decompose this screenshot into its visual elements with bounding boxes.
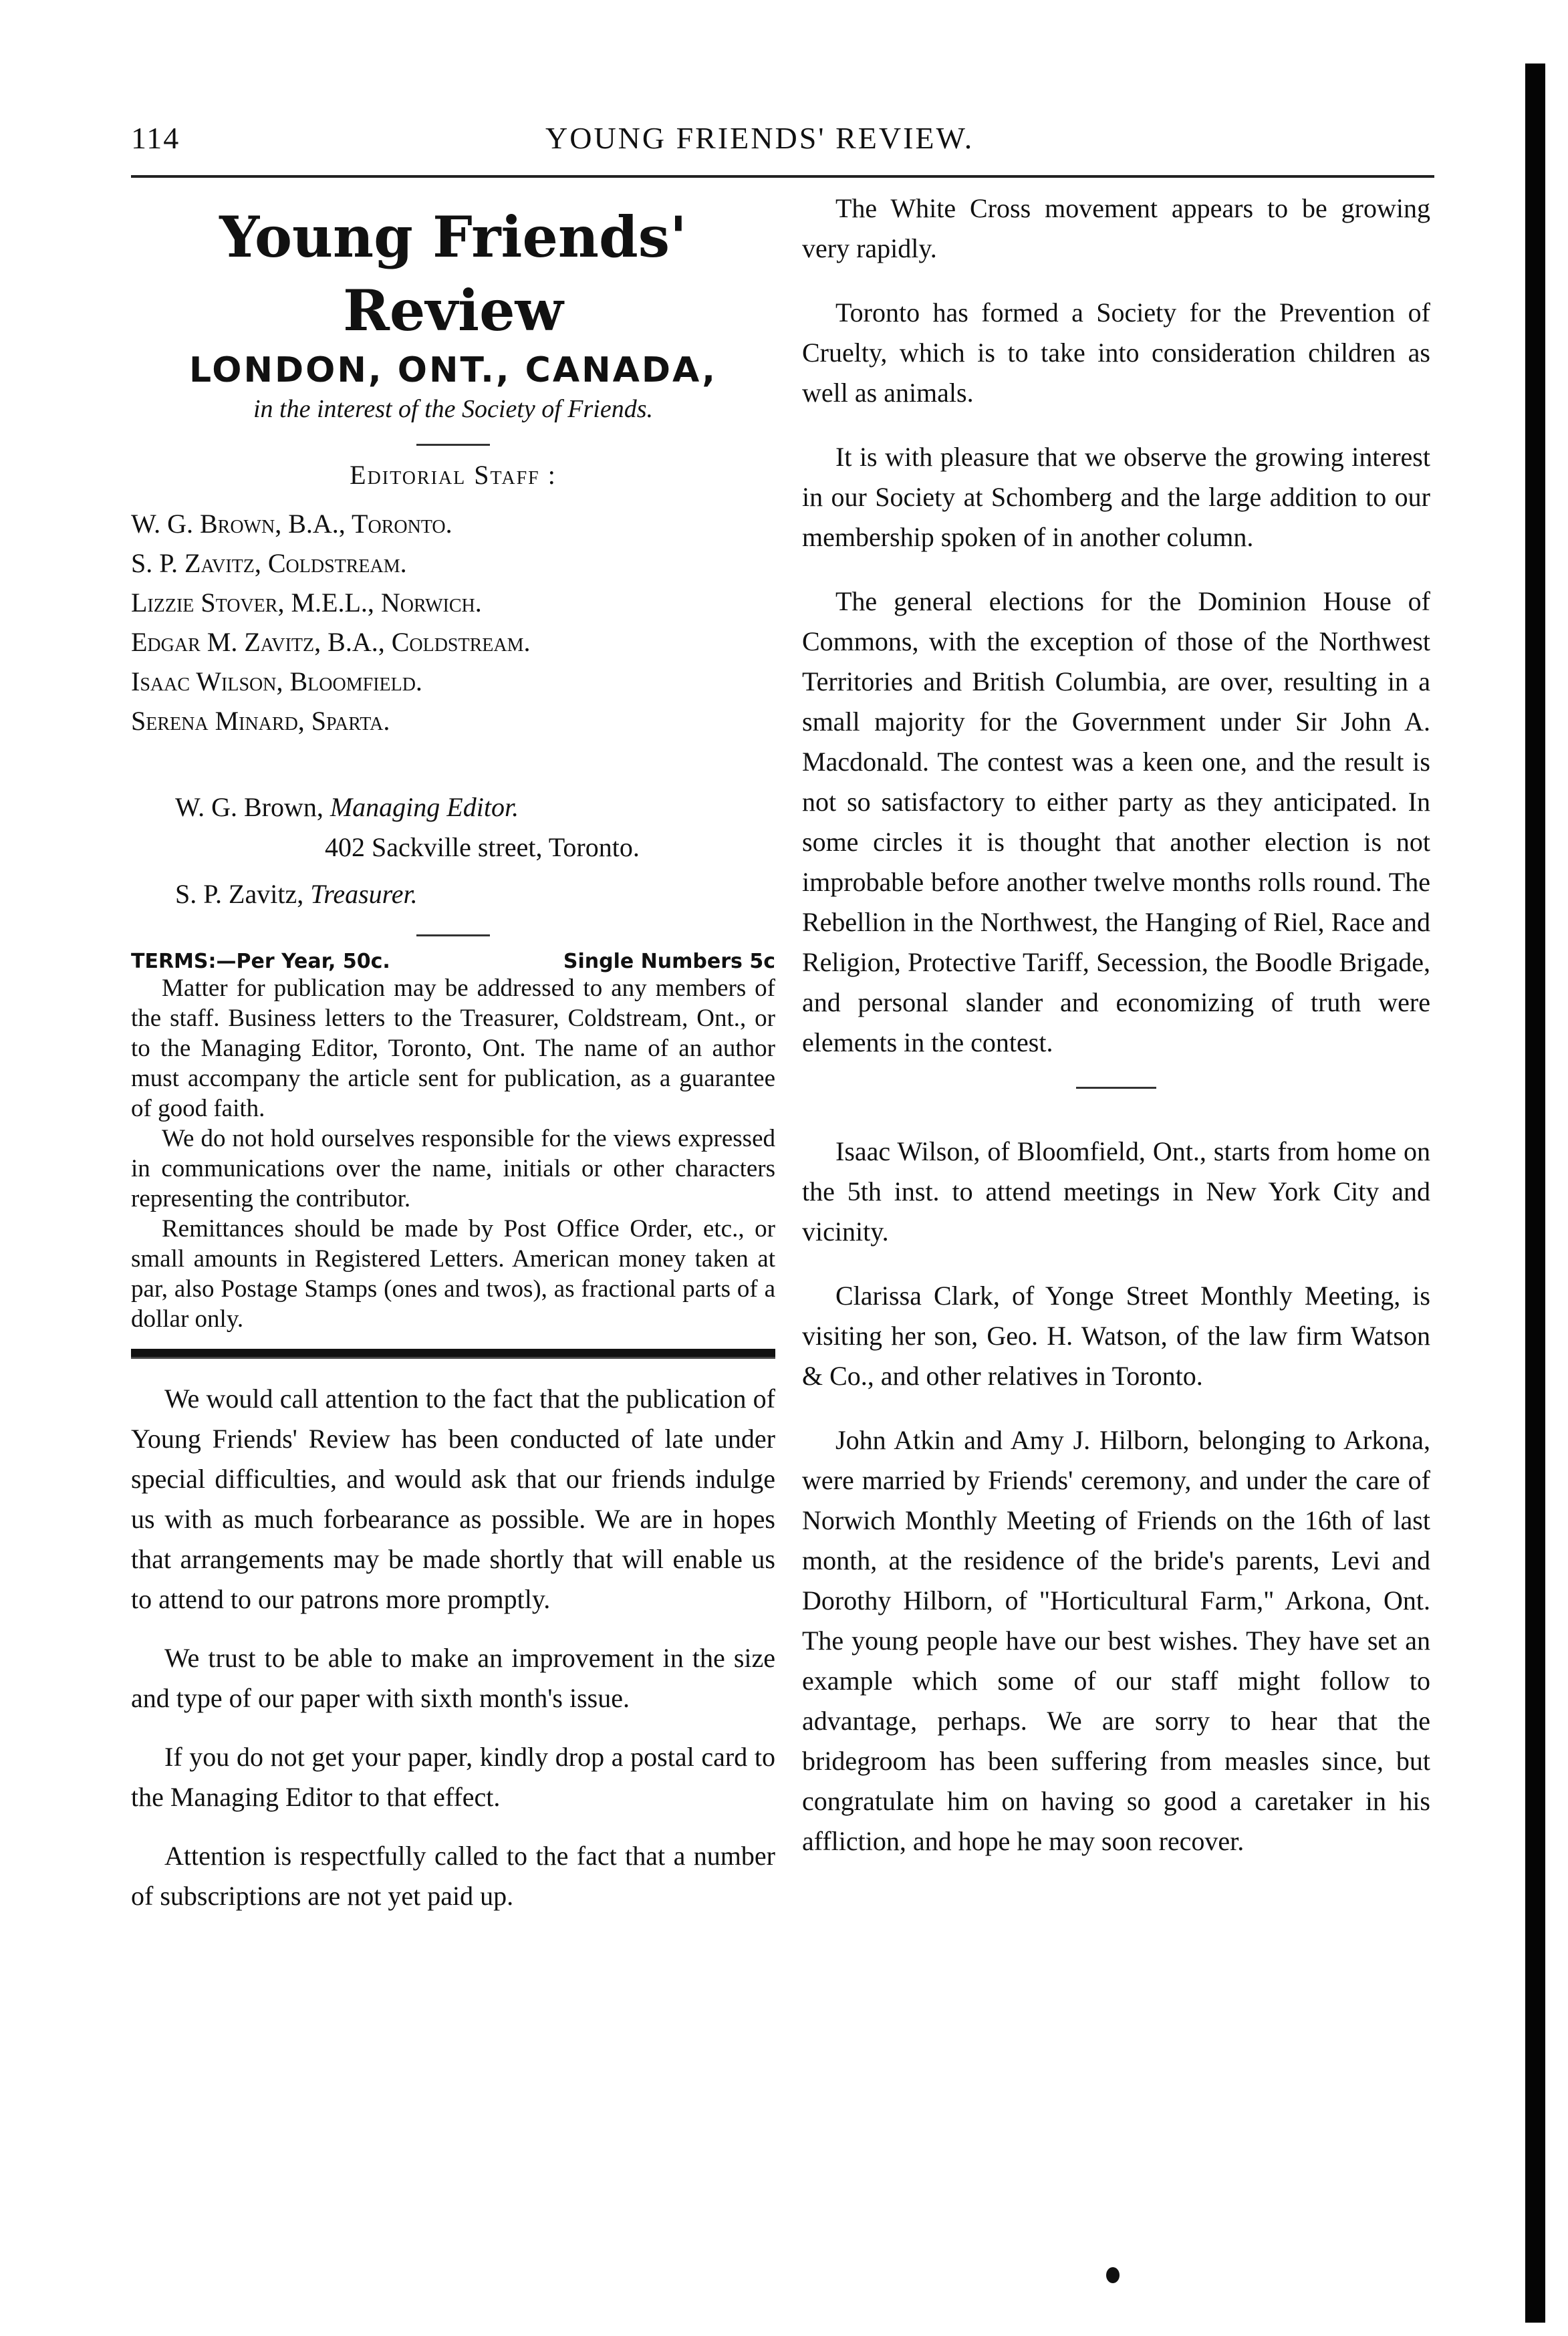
masthead-city: LONDON, ONT., CANADA, bbox=[189, 350, 717, 390]
officers-block bbox=[131, 787, 775, 914]
staff-list bbox=[131, 504, 775, 741]
notice-paragraph: Remittances should be made by Post Office Order, etc., or small amounts in Registered Letters. American money taken at par, also Postage Stamps (ones and twos), as fractional parts of a dollar only. bbox=[131, 1215, 775, 1333]
news-paragraph: The general elections for the Dominion House of Commons, with the exception of those of the Northwest Territories and British Columbia, are over, resulting in a small majority for the Government under Sir John A. Macdonald. The contest was a keen one, and the result is not so satisfactory to either party as they anticipated. In some circles it is thought that another election is not improbable before another twelve months rolls round. The Rebellion in the Northwest, the Hanging of Riel, Race and Religion, Protective Tariff, Secession, the Boodle Brigade, and personal slander and economizing of truth were elements in the contest. bbox=[802, 586, 1430, 1057]
journal-running-title: YOUNG FRIENDS' REVIEW. bbox=[545, 121, 974, 155]
masthead-title: Young Friends' Review bbox=[219, 204, 687, 344]
short-divider bbox=[416, 934, 490, 936]
managing-editor-line bbox=[131, 787, 775, 827]
news-paragraph: Isaac Wilson, of Bloomfield, Ont., starts from home on the 5th inst. to attend meetings in New York City and vicinity. bbox=[802, 1136, 1430, 1247]
short-divider bbox=[416, 444, 490, 446]
decorative-dot bbox=[1106, 2267, 1120, 2283]
news-paragraph: John Atkin and Amy J. Hilborn, belonging to Arkona, were married by Friends' ceremony, and under the care of Norwich Monthly Meeting of Friends on the 16th of last month, at the residence of the bride's parents, Levi and Dorothy Hilborn, of "Horticultural Farm," Arkona, Ont. The young people have our best wishes. They have set an example which some of our staff might follow to advantage, perhaps. We are sorry to hear that the bridegroom has been suffering from measles since, but congratulate him on having so good a caretaker in his affliction, and hope he may soon recover. bbox=[802, 1425, 1430, 1856]
thick-divider bbox=[131, 1349, 775, 1359]
managing-editor-title: Managing Editor. bbox=[330, 792, 519, 822]
staff-member: Isaac Wilson, Bloomfield. bbox=[131, 666, 422, 696]
staff-member: Edgar M. Zavitz, B.A., Coldstream. bbox=[131, 627, 531, 657]
staff-member: W. G. Brown, B.A., Toronto. bbox=[131, 509, 452, 539]
dash-divider bbox=[1076, 1087, 1156, 1089]
staff-member: Lizzie Stover, M.E.L., Norwich. bbox=[131, 588, 482, 618]
body-paragraph: We trust to be able to make an improvement in the size and type of our paper with sixth month's issue. bbox=[131, 1643, 775, 1713]
treasurer-title: Treasurer. bbox=[310, 879, 418, 909]
terms-per-year: TERMS:—Per Year, 50c. bbox=[131, 950, 390, 973]
terms-row bbox=[131, 950, 775, 973]
right-column bbox=[802, 188, 1430, 1886]
body-paragraph: We would call attention to the fact that the publication of Young Friends' Review has been conducted of late under special difficulties, and would ask that our friends indulge us with as much forbearance as possible. We are in hopes that arrangements may be made shortly that will enable us to attend to our patrons more promptly. bbox=[131, 1384, 775, 1614]
body-paragraph: If you do not get your paper, kindly drop a postal card to the Managing Editor to that effect. bbox=[131, 1742, 775, 1812]
notice-paragraph: Matter for publication may be addressed to any members of the staff. Business letters to the Treasurer, Coldstream, Ont., or to the Managing Editor, Toronto, Ont. The name of an author must accompany the article sent for publication, as a guarantee of good faith. bbox=[131, 975, 775, 1122]
news-paragraph: It is with pleasure that we observe the growing interest in our Society at Schomberg and the large addition to our membership spoken of in another column. bbox=[802, 442, 1430, 552]
staff-member: S. P. Zavitz, Coldstream. bbox=[131, 548, 407, 578]
scan-edge-bar bbox=[1525, 63, 1545, 2323]
staff-member: Serena Minard, Sparta. bbox=[131, 706, 390, 736]
managing-editor-address: 402 Sackville street, Toronto. bbox=[325, 832, 640, 862]
treasurer-name: S. P. Zavitz, bbox=[175, 879, 304, 909]
news-paragraph: Toronto has formed a Society for the Prevention of Cruelty, which is to take into consideration children as well as animals. bbox=[802, 297, 1430, 408]
notice-paragraph: We do not hold ourselves responsible for the views expressed in communications over the name, initials or other characters representing the contributor. bbox=[131, 1125, 775, 1212]
news-paragraph: Clarissa Clark, of Yonge Street Monthly Meeting, is visiting her son, Geo. H. Watson, of the law firm Watson & Co., and other relatives in Toronto. bbox=[802, 1281, 1430, 1391]
left-column bbox=[131, 188, 775, 1935]
terms-single-number: Single Numbers 5c bbox=[563, 950, 775, 973]
body-paragraph: Attention is respectfully called to the fact that a number of subscriptions are not yet paid up. bbox=[131, 1841, 775, 1911]
managing-editor-name: W. G. Brown, bbox=[175, 792, 323, 822]
running-head bbox=[131, 120, 1434, 171]
header-rule bbox=[131, 175, 1434, 178]
page-number: 114 bbox=[131, 121, 180, 155]
news-paragraph: The White Cross movement appears to be growing very rapidly. bbox=[802, 193, 1430, 263]
masthead-interest-line: in the interest of the Society of Friends. bbox=[253, 395, 654, 423]
treasurer-line bbox=[131, 874, 775, 914]
staff-heading: Editorial Staff : bbox=[350, 460, 557, 490]
